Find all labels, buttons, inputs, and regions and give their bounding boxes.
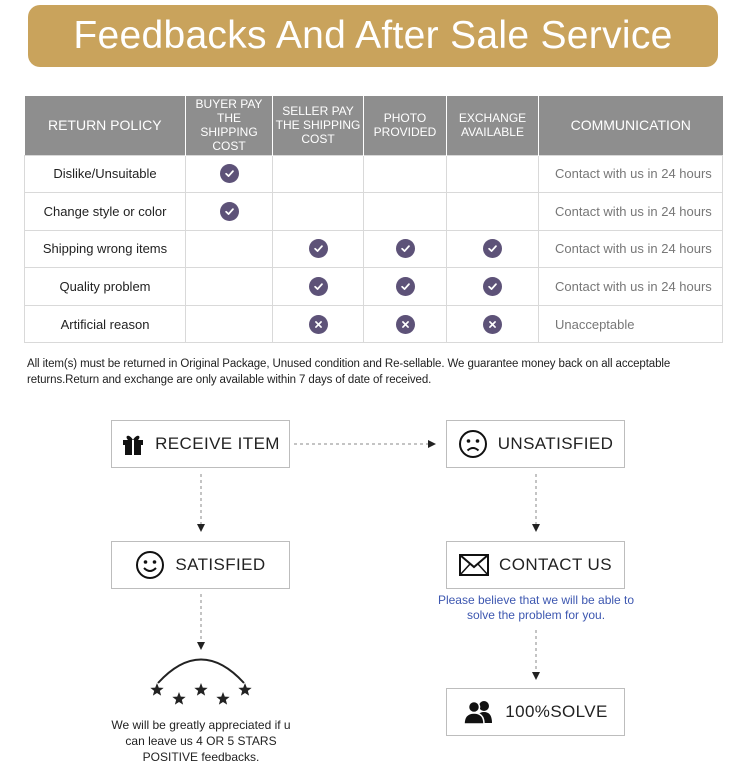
column-header: EXCHANGE AVAILABLE — [447, 96, 539, 155]
communication-cell: Contact with us in 24 hours — [539, 230, 723, 268]
cross-icon — [483, 315, 502, 334]
star-icon — [150, 683, 163, 696]
column-header: BUYER PAY THE SHIPPING COST — [186, 96, 273, 155]
buyer-pay-cell — [186, 230, 273, 268]
people-icon — [463, 699, 495, 725]
column-header: PHOTO PROVIDED — [364, 96, 447, 155]
return-policy-table — [24, 96, 723, 343]
seller-pay-cell — [273, 305, 364, 343]
column-header: SELLER PAY THE SHIPPING COST — [273, 96, 364, 155]
buyer-pay-cell — [186, 268, 273, 306]
star-icon — [216, 692, 229, 705]
contact-note: Please believe that we will be able to solve the problem for you. — [437, 593, 635, 622]
column-header: RETURN POLICY — [25, 96, 186, 155]
seller-pay-cell — [273, 230, 364, 268]
reason-cell: Quality problem — [25, 268, 186, 306]
cross-icon — [309, 315, 328, 334]
seller-pay-cell — [273, 155, 364, 193]
exchange-cell — [447, 230, 539, 268]
check-icon — [220, 164, 239, 183]
table-row — [25, 268, 723, 306]
photo-cell — [364, 268, 447, 306]
return-note: All item(s) must be returned in Original Package, Unused condition and Re-sellable. We guarantee money back on all acceptable returns.Return and exchange are only available within 7 days of date of received. — [27, 358, 671, 386]
stars-note: We will be greatly appreciated if u can leave us 4 OR 5 STARS POSITIVE feedbacks. — [111, 718, 291, 764]
star-icon — [238, 683, 251, 696]
exchange-cell — [447, 155, 539, 193]
exchange-cell — [447, 268, 539, 306]
buyer-pay-cell — [186, 193, 273, 231]
photo-cell — [364, 230, 447, 268]
communication-cell: Contact with us in 24 hours — [539, 268, 723, 306]
contact-us-step — [446, 541, 625, 589]
stars-arc — [158, 660, 244, 684]
exchange-cell — [447, 193, 539, 231]
photo-cell — [364, 155, 447, 193]
photo-cell — [364, 305, 447, 343]
column-header: COMMUNICATION — [539, 96, 723, 155]
contact-us-label: CONTACT US — [499, 555, 612, 574]
sad-face-icon — [458, 429, 488, 459]
receive-item-label: RECEIVE ITEM — [155, 434, 280, 453]
reason-cell: Artificial reason — [25, 305, 186, 343]
reason-cell: Shipping wrong items — [25, 230, 186, 268]
stars-rating — [150, 683, 251, 705]
seller-pay-cell — [273, 268, 364, 306]
smile-face-icon — [135, 550, 165, 580]
gift-icon — [121, 432, 145, 456]
communication-cell: Contact with us in 24 hours — [539, 155, 723, 193]
check-icon — [483, 277, 502, 296]
unsatisfied-step — [446, 420, 625, 468]
photo-cell — [364, 193, 447, 231]
communication-cell: Contact with us in 24 hours — [539, 193, 723, 231]
cross-icon — [396, 315, 415, 334]
check-icon — [483, 239, 502, 258]
page-title: Feedbacks And After Sale Service — [73, 14, 673, 57]
exchange-cell — [447, 305, 539, 343]
table-row — [25, 305, 723, 343]
solve-label: 100%SOLVE — [505, 702, 608, 721]
reason-cell: Change style or color — [25, 193, 186, 231]
buyer-pay-cell — [186, 305, 273, 343]
star-icon — [194, 683, 207, 696]
table-row — [25, 230, 723, 268]
solve-step — [446, 688, 625, 736]
receive-item-step — [111, 420, 290, 468]
envelope-icon — [459, 554, 489, 576]
check-icon — [396, 277, 415, 296]
buyer-pay-cell — [186, 155, 273, 193]
star-icon — [172, 692, 185, 705]
table-header-row — [25, 96, 723, 155]
check-icon — [309, 277, 328, 296]
communication-cell: Unacceptable — [539, 305, 723, 343]
check-icon — [220, 202, 239, 221]
check-icon — [309, 239, 328, 258]
table-row — [25, 155, 723, 193]
satisfied-step — [111, 541, 290, 589]
title-banner — [28, 5, 718, 67]
seller-pay-cell — [273, 193, 364, 231]
check-icon — [396, 239, 415, 258]
table-row — [25, 193, 723, 231]
reason-cell: Dislike/Unsuitable — [25, 155, 186, 193]
satisfied-label: SATISFIED — [175, 555, 266, 574]
unsatisfied-label: UNSATISFIED — [497, 434, 614, 453]
